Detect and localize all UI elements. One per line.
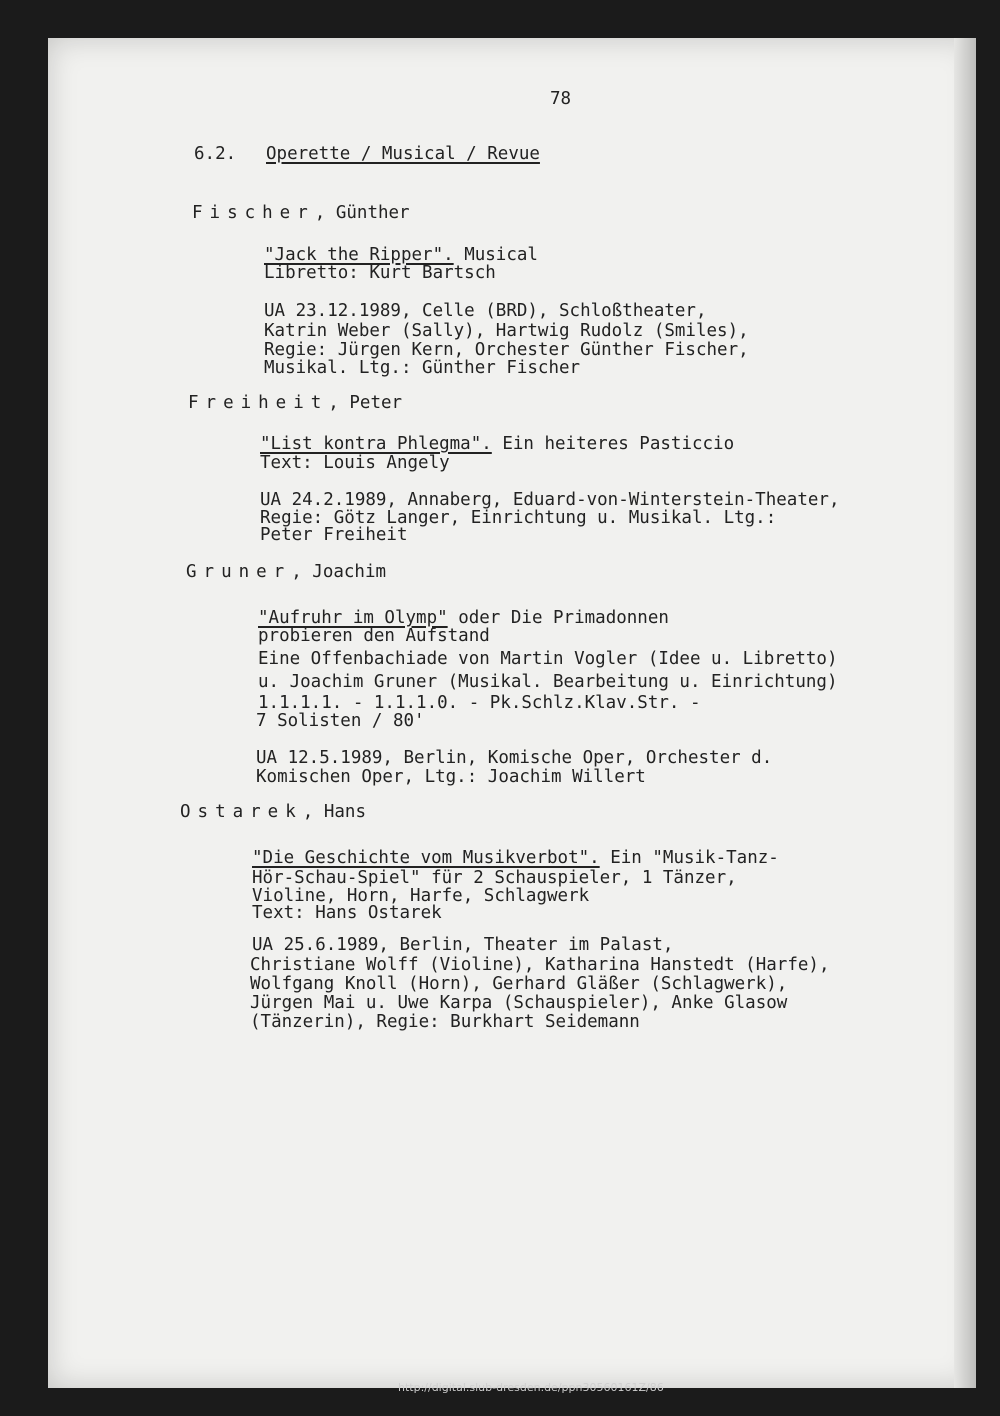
- author-last-name: Ostarek: [180, 802, 303, 822]
- work-credit-line: Text: Louis Angely: [260, 453, 450, 473]
- instrumentation-line: 7 Solisten / 80': [256, 711, 425, 731]
- work-subtitle: Musical: [453, 245, 538, 265]
- work-title-line: [252, 849, 779, 867]
- performance-line: UA 25.6.1989, Berlin, Theater im Palast,: [252, 935, 674, 955]
- work-title: "Die Geschichte vom Musikverbot".: [252, 848, 600, 868]
- section-title: Operette / Musical / Revue: [266, 144, 540, 164]
- author-first-name: , Günther: [314, 203, 410, 223]
- work-title-line: [264, 246, 538, 264]
- performance-line: Musikal. Ltg.: Günther Fischer: [264, 358, 581, 378]
- page-number: 78: [550, 89, 572, 109]
- performance-line: Wolfgang Knoll (Horn), Gerhard Gläßer (Schlagwerk),: [250, 974, 788, 994]
- performance-line: Peter Freiheit: [260, 525, 408, 545]
- author-first-name: , Hans: [302, 802, 366, 822]
- page-edge: [954, 38, 976, 1388]
- author-heading: [186, 563, 386, 581]
- work-credit-line: Violine, Horn, Harfe, Schlagwerk: [252, 886, 590, 906]
- performance-line: Komischen Oper, Ltg.: Joachim Willert: [256, 767, 646, 787]
- author-heading: [180, 803, 366, 821]
- performance-line: UA 24.2.1989, Annaberg, Eduard-von-Winterstein-Theater,: [260, 490, 840, 510]
- author-last-name: Gruner: [186, 562, 292, 582]
- performance-line: Christiane Wolff (Violine), Katharina Hanstedt (Harfe),: [250, 955, 830, 975]
- author-heading: [192, 204, 410, 222]
- work-credit-line: Text: Hans Ostarek: [252, 903, 442, 923]
- author-heading: [188, 394, 402, 412]
- work-credit-line: Libretto: Kurt Bartsch: [264, 263, 496, 283]
- performance-line: Katrin Weber (Sally), Hartwig Rudolz (Smiles),: [264, 321, 749, 341]
- performance-line: UA 12.5.1989, Berlin, Komische Oper, Orchester d.: [256, 748, 773, 768]
- work-credit-line: Hör-Schau-Spiel" für 2 Schauspieler, 1 Tänzer,: [252, 868, 737, 888]
- document-page: [48, 38, 976, 1388]
- performance-line: UA 23.12.1989, Celle (BRD), Schloßtheater,: [264, 301, 707, 321]
- work-credit-line: probieren den Aufstand: [258, 626, 490, 646]
- section-number: 6.2.: [194, 144, 237, 164]
- instrumentation-line: 1.1.1.1. - 1.1.1.0. - Pk.Schlz.Klav.Str. -: [258, 693, 701, 713]
- work-title: "Aufruhr im Olymp": [258, 608, 448, 628]
- footer-url: http://digital.slub-dresden.de/ppn30560161Z/86: [398, 1381, 664, 1394]
- performance-line: Jürgen Mai u. Uwe Karpa (Schauspieler), Anke Glasow: [250, 993, 788, 1013]
- performance-line: Regie: Jürgen Kern, Orchester Günther Fischer,: [264, 340, 749, 360]
- work-credit-line: Eine Offenbachiade von Martin Vogler (Idee u. Libretto): [258, 649, 838, 669]
- work-title: "List kontra Phlegma".: [260, 434, 492, 454]
- author-last-name: Freiheit: [188, 393, 329, 413]
- performance-line: Regie: Götz Langer, Einrichtung u. Musikal. Ltg.:: [260, 508, 777, 528]
- work-subtitle: oder Die Primadonnen: [447, 608, 669, 628]
- author-first-name: , Peter: [328, 393, 403, 413]
- work-title-line: [260, 435, 734, 453]
- performance-line: (Tänzerin), Regie: Burkhart Seidemann: [250, 1012, 640, 1032]
- work-credit-line: u. Joachim Gruner (Musikal. Bearbeitung u. Einrichtung): [258, 672, 838, 692]
- author-first-name: , Joachim: [291, 562, 387, 582]
- work-subtitle: Ein "Musik-Tanz-: [599, 848, 779, 868]
- work-title-line: [258, 609, 669, 627]
- author-last-name: Fischer: [192, 203, 315, 223]
- work-title: "Jack the Ripper".: [264, 245, 454, 265]
- work-subtitle: Ein heiteres Pasticcio: [491, 434, 735, 454]
